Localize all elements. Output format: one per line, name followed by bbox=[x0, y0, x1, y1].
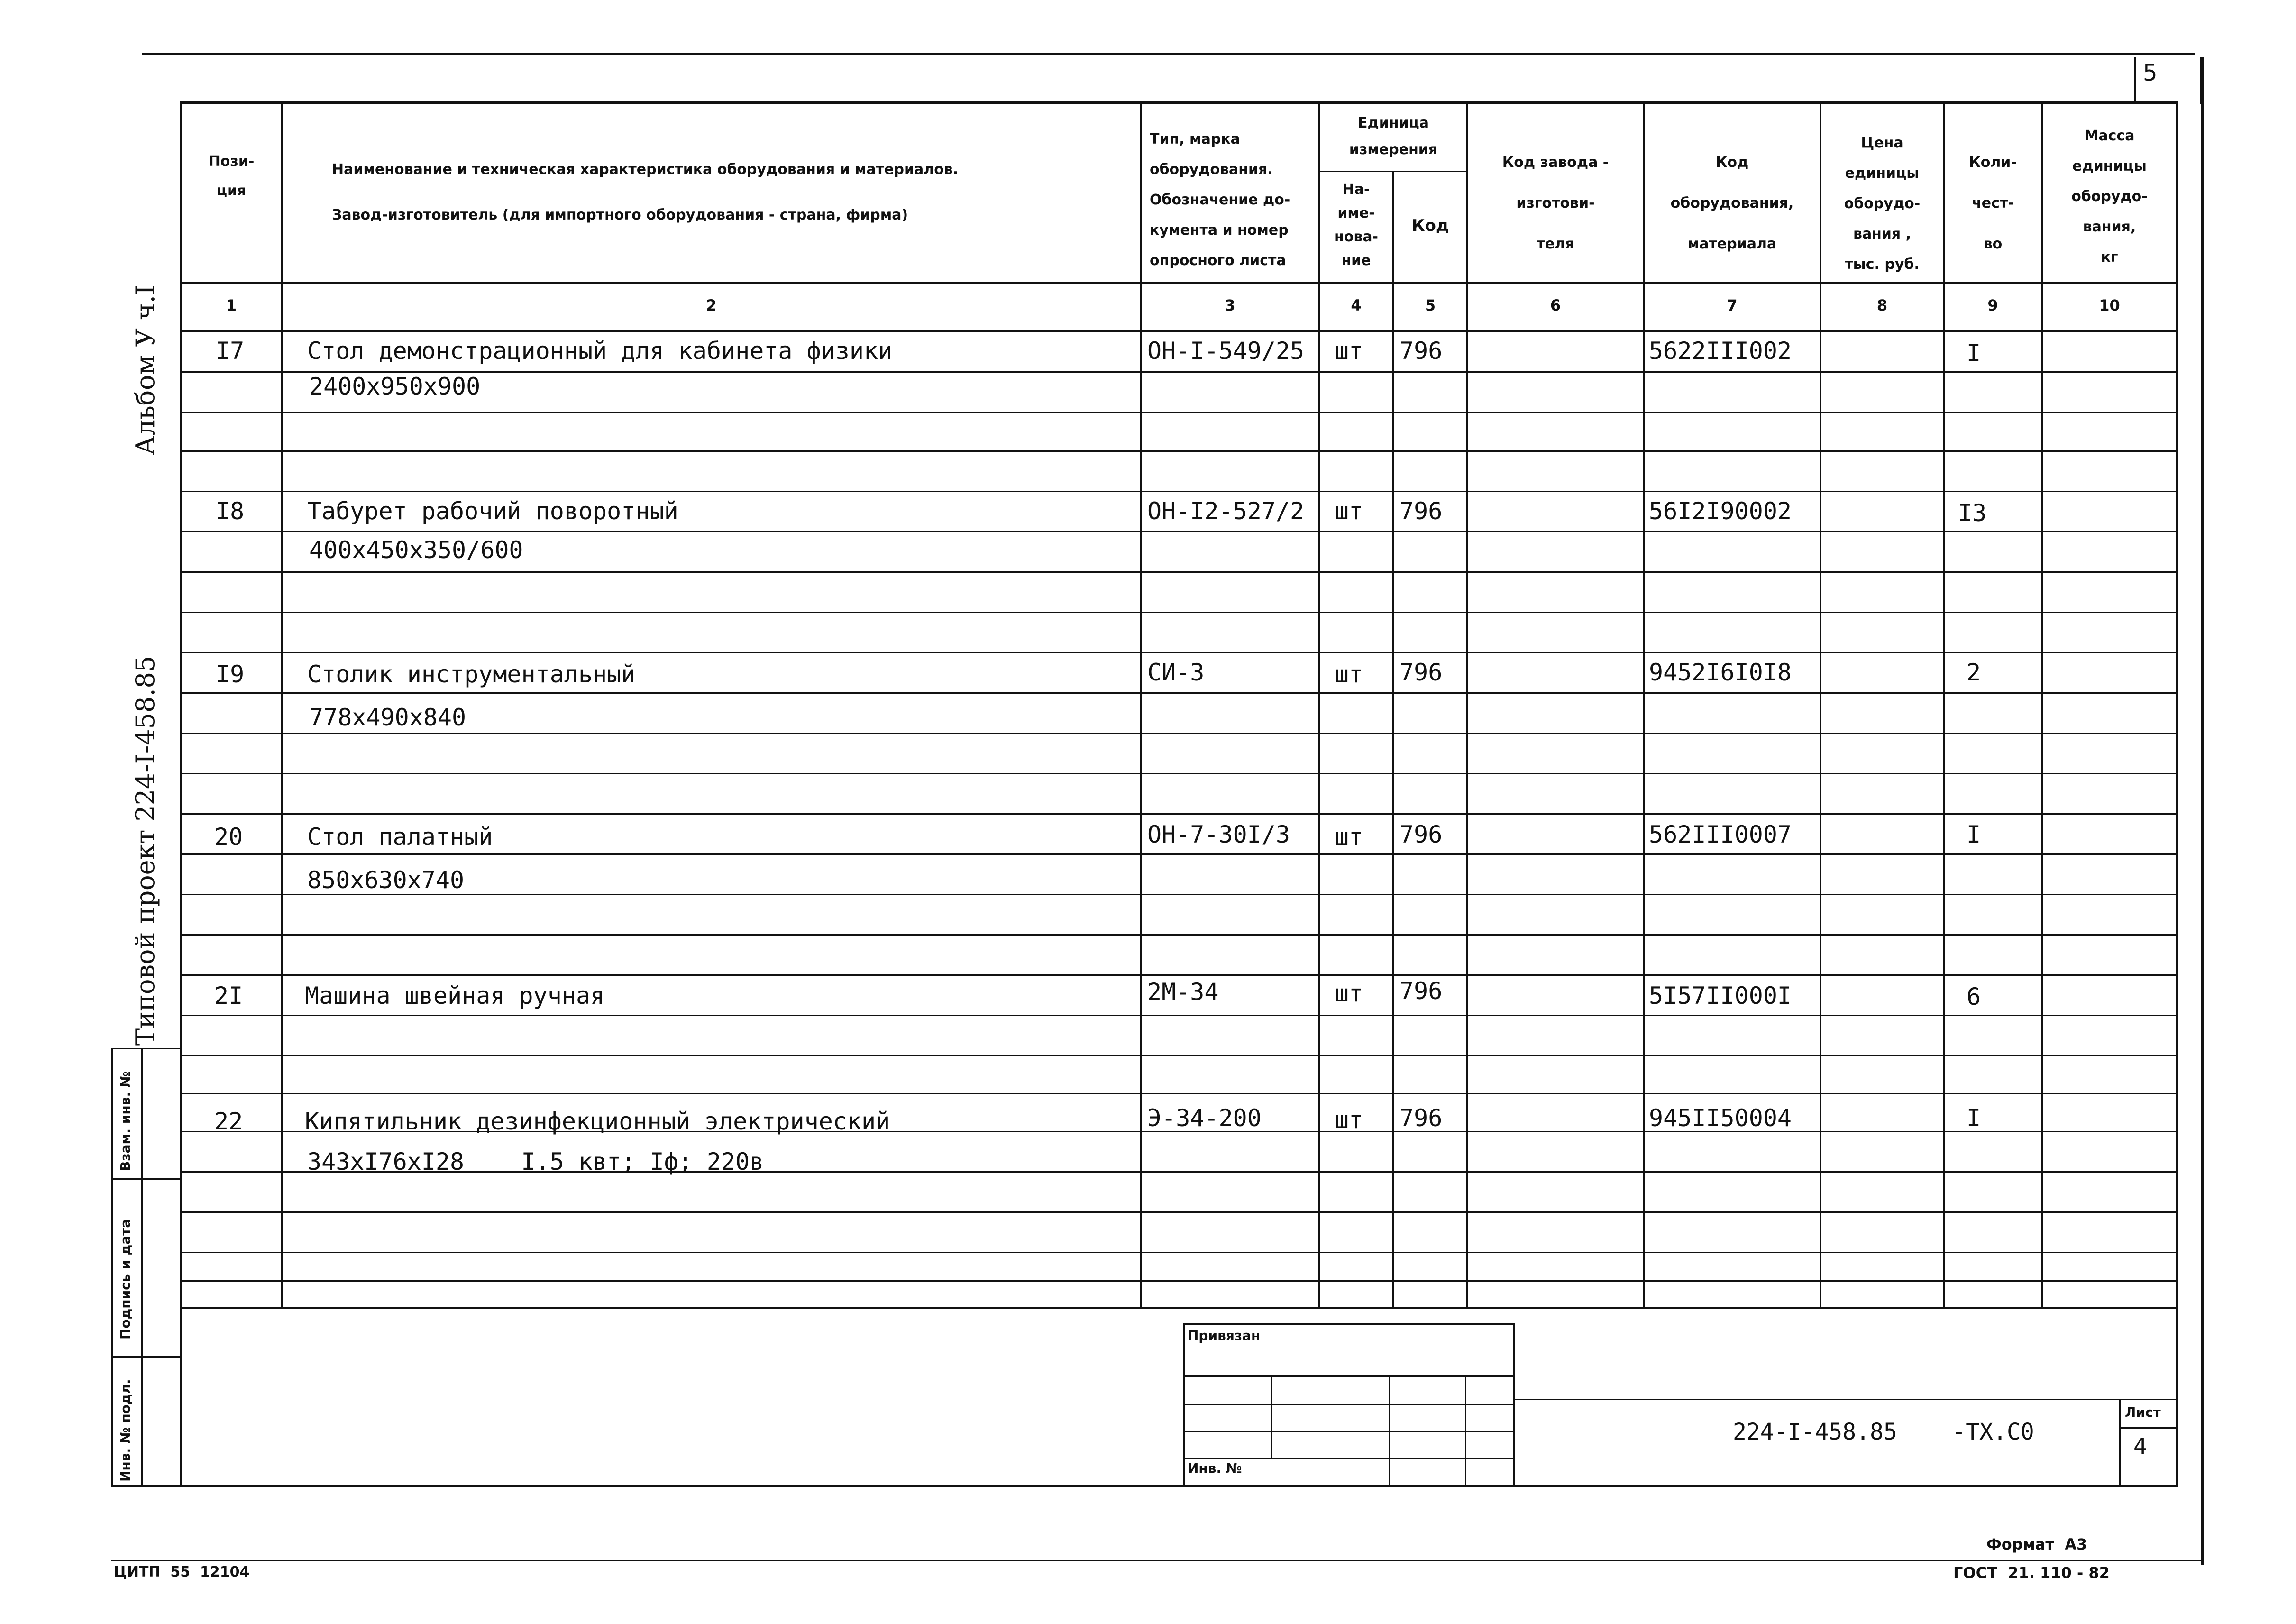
col-line-4 bbox=[1392, 171, 1394, 1309]
row19-equipment-code: 9452I6I0I8 bbox=[1649, 659, 1792, 686]
row17-name: Стол демонстрационный для кабинета физики bbox=[307, 337, 893, 365]
header-unit-name: На- име- нова- ние bbox=[1334, 181, 1379, 269]
row17-quantity: I bbox=[1967, 339, 1981, 367]
row21-unit: шт bbox=[1335, 980, 1363, 1007]
row-separator bbox=[180, 531, 2177, 532]
stamp-col-1 bbox=[1271, 1375, 1272, 1459]
corner-box-left bbox=[2134, 57, 2136, 104]
sheet-box-split bbox=[2119, 1427, 2177, 1429]
row17-equipment-code: 5622III002 bbox=[1649, 337, 1792, 365]
footer-format: Формат А3 bbox=[1986, 1535, 2087, 1553]
row20-equipment-code: 562III0007 bbox=[1649, 821, 1792, 848]
row20-code: 796 bbox=[1400, 821, 1443, 848]
header-mass: Масса единицы оборудо- вания, кг bbox=[2071, 128, 2148, 266]
row-separator bbox=[180, 612, 2177, 613]
row19-spec: 778x490x840 bbox=[309, 704, 467, 731]
side-box-replace-inv: Взам. инв. № bbox=[118, 1071, 133, 1171]
row19-unit: шт bbox=[1335, 661, 1363, 688]
stamp-top bbox=[1183, 1323, 1515, 1325]
row-separator bbox=[180, 1015, 2177, 1016]
row18-spec: 400x450x350/600 bbox=[309, 536, 523, 564]
header-type: Тип, марка оборудования. Обозначение до- кумента и номер опросного листа bbox=[1150, 131, 1290, 269]
header-quantity: Коли- чест- во bbox=[1969, 154, 2017, 252]
row17-spec: 2400x950x900 bbox=[309, 373, 481, 400]
footer-line bbox=[111, 1560, 2202, 1561]
row20-name: Стол палатный bbox=[307, 823, 493, 851]
colnum-4: 4 bbox=[1351, 296, 1362, 314]
row22-unit: шт bbox=[1335, 1106, 1363, 1134]
row-separator bbox=[180, 1093, 2177, 1094]
row18-code: 796 bbox=[1400, 497, 1443, 525]
row-separator bbox=[180, 1211, 2177, 1213]
row-separator bbox=[180, 652, 2177, 653]
row-separator bbox=[180, 853, 2177, 855]
row20-spec: 850x630x740 bbox=[307, 866, 465, 894]
row19-code: 796 bbox=[1400, 659, 1443, 686]
header-unit: Единица измерения bbox=[1349, 115, 1438, 158]
header-bottom bbox=[180, 282, 2177, 284]
colnum-2: 2 bbox=[706, 296, 717, 314]
row18-unit: шт bbox=[1335, 497, 1363, 525]
row17-code: 796 bbox=[1400, 337, 1443, 365]
row22-equipment-code: 945II50004 bbox=[1649, 1104, 1792, 1132]
row-separator bbox=[180, 412, 2177, 413]
row-separator bbox=[180, 491, 2177, 492]
side-project-label: Типовой проект 224-I-458.85 bbox=[130, 655, 160, 1046]
row21-name: Машина швейная ручная bbox=[305, 982, 605, 1009]
row22-position: 22 bbox=[214, 1108, 243, 1135]
row-separator bbox=[180, 733, 2177, 734]
sheet-value: 4 bbox=[2133, 1433, 2148, 1459]
sidebox-top bbox=[111, 1048, 180, 1049]
header-price: Цена единицы оборудо- вания , тыс. руб. bbox=[1844, 135, 1921, 273]
table-bottom bbox=[180, 1307, 2177, 1309]
side-box-signature-date: Подпись и дата bbox=[118, 1219, 133, 1340]
row-separator bbox=[180, 1280, 2177, 1282]
side-album-label: Альбом У ч.I bbox=[130, 284, 160, 455]
colnum-5: 5 bbox=[1425, 296, 1436, 314]
header-plant-code: Код завода - изготови- теля bbox=[1502, 154, 1609, 252]
col-line-right bbox=[2176, 101, 2178, 1486]
header-equipment-code: Код оборудования, материала bbox=[1670, 154, 1794, 252]
title-block-top bbox=[1513, 1399, 2177, 1400]
row-separator bbox=[180, 934, 2177, 936]
unit-header-split bbox=[1318, 171, 1467, 172]
row-separator bbox=[180, 773, 2177, 774]
row-separator bbox=[180, 1252, 2177, 1253]
colnum-3: 3 bbox=[1225, 296, 1235, 314]
row17-position: I7 bbox=[216, 337, 245, 365]
stamp-col-2 bbox=[1389, 1375, 1390, 1486]
row17-unit: шт bbox=[1335, 337, 1363, 365]
sidebox-right bbox=[141, 1048, 143, 1486]
row21-equipment-code: 5I57II000I bbox=[1649, 982, 1792, 1009]
row21-type: 2М-34 bbox=[1147, 978, 1219, 1006]
footer-gost: ГОСТ 21. 110 - 82 bbox=[1953, 1564, 2110, 1582]
row-separator bbox=[180, 450, 2177, 452]
row-separator bbox=[180, 813, 2177, 815]
row18-position: I8 bbox=[216, 497, 245, 525]
colnum-bottom bbox=[180, 330, 2177, 332]
row18-type: ОН-I2-527/2 bbox=[1147, 497, 1305, 525]
row18-equipment-code: 56I2I90002 bbox=[1649, 497, 1792, 525]
stamp-attached-label: Привязан bbox=[1188, 1328, 1261, 1343]
colnum-8: 8 bbox=[1876, 296, 1888, 314]
top-margin-line bbox=[142, 53, 2195, 55]
colnum-7: 7 bbox=[1727, 296, 1738, 314]
row18-name: Табурет рабочий поворотный bbox=[307, 497, 678, 525]
row19-position: I9 bbox=[216, 661, 245, 688]
sidebox-split-1 bbox=[111, 1178, 180, 1180]
sheet-label: Лист bbox=[2125, 1404, 2161, 1420]
header-position: Пози- ция bbox=[208, 153, 255, 199]
row20-unit: шт bbox=[1335, 823, 1363, 851]
corner-sheet-number: 5 bbox=[2143, 60, 2158, 86]
footer-left-code: ЦИТП 55 12104 bbox=[114, 1564, 250, 1580]
colnum-1: 1 bbox=[226, 296, 237, 314]
row17-type: ОН-I-549/25 bbox=[1147, 337, 1305, 365]
colnum-6: 6 bbox=[1550, 296, 1561, 314]
row19-quantity: 2 bbox=[1967, 659, 1981, 686]
document-code: 224-I-458.85 -ТХ.С0 bbox=[1733, 1419, 2034, 1445]
frame-right bbox=[2201, 57, 2204, 1565]
row-separator bbox=[180, 894, 2177, 895]
stamp-col-3 bbox=[1465, 1375, 1466, 1486]
row22-type: Э-34-200 bbox=[1147, 1104, 1262, 1132]
row20-quantity: I bbox=[1967, 821, 1981, 848]
sidebox-left bbox=[111, 1048, 113, 1486]
row19-name: Столик инструментальный bbox=[307, 661, 636, 688]
sheet-box-left bbox=[2119, 1399, 2121, 1486]
row21-position: 2I bbox=[214, 982, 243, 1009]
stamp-inv-label: Инв. № bbox=[1188, 1460, 1242, 1476]
row22-spec: 343xI76xI28 I.5 квт; Iф; 220в bbox=[307, 1148, 764, 1175]
colnum-9: 9 bbox=[1987, 296, 1998, 314]
row21-code: 796 bbox=[1400, 977, 1443, 1005]
sidebox-split-2 bbox=[111, 1356, 180, 1358]
row-separator bbox=[180, 571, 2177, 573]
row22-quantity: I bbox=[1967, 1104, 1981, 1132]
row19-type: СИ-3 bbox=[1147, 659, 1205, 686]
row18-quantity: I3 bbox=[1958, 499, 1987, 527]
header-name: Наименование и техническая характеристика оборудования и материалов. Завод-изготовитель (для импортного оборудования - страна, фирма) bbox=[332, 161, 959, 223]
row20-position: 20 bbox=[214, 823, 243, 851]
row-separator bbox=[180, 1055, 2177, 1056]
row-separator bbox=[180, 692, 2177, 694]
row22-name: Кипятильник дезинфекционный электрический bbox=[305, 1108, 890, 1135]
row22-code: 796 bbox=[1400, 1104, 1443, 1132]
row20-type: ОН-7-30I/3 bbox=[1147, 821, 1290, 848]
frame-bottom bbox=[111, 1485, 2178, 1487]
corner-box-right bbox=[2200, 57, 2202, 104]
row-separator bbox=[180, 974, 2177, 976]
frame-top bbox=[180, 101, 2176, 104]
side-box-original-inv: Инв. № подл. bbox=[118, 1379, 133, 1482]
header-unit-code: Код bbox=[1411, 216, 1449, 235]
colnum-10: 10 bbox=[2099, 296, 2120, 314]
row21-quantity: 6 bbox=[1967, 983, 1981, 1010]
